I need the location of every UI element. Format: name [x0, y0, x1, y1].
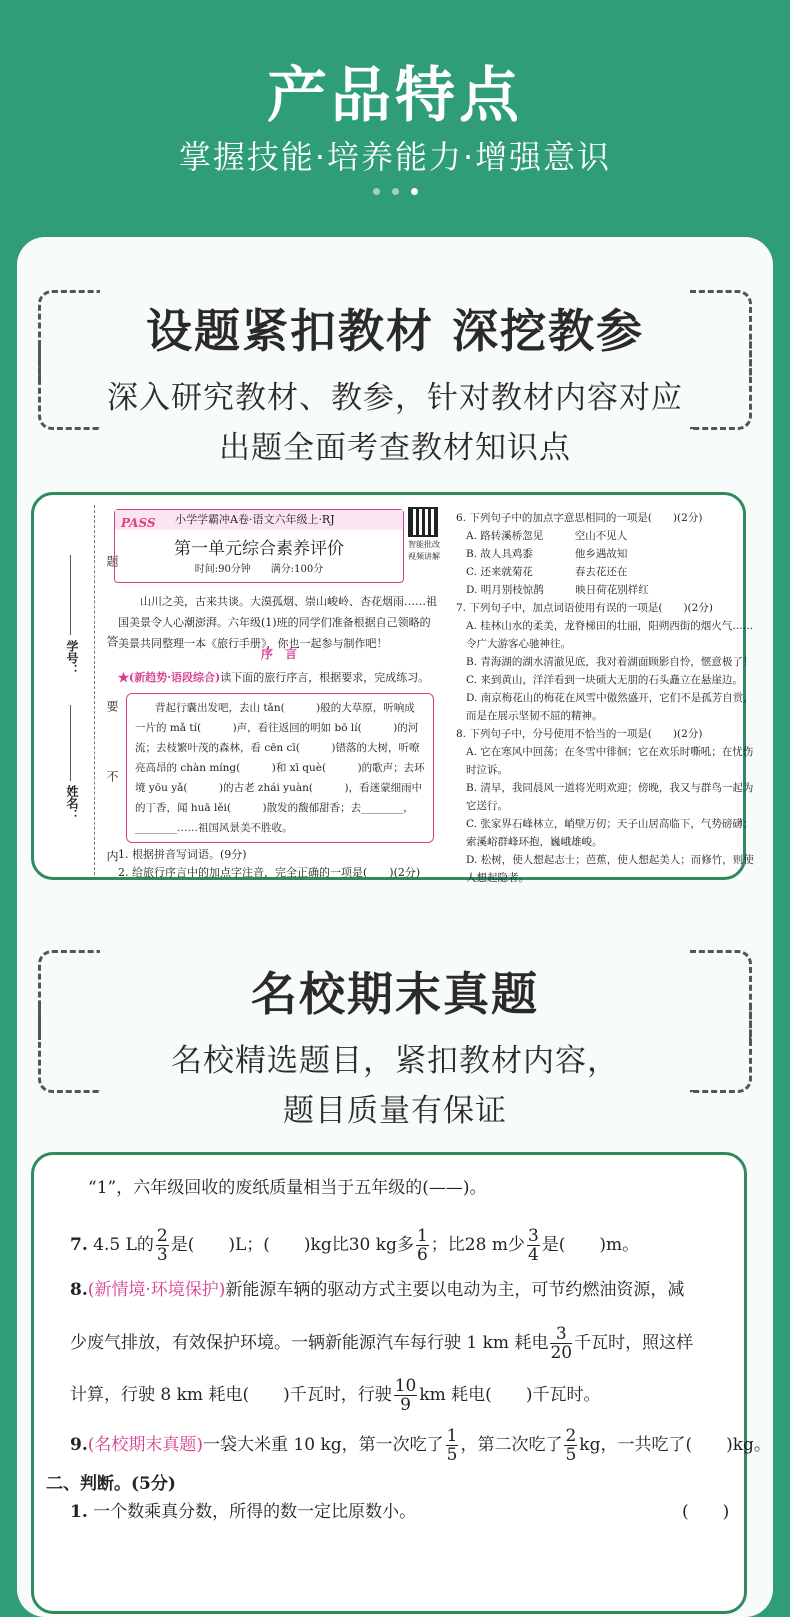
- question-8-line2: [70, 1325, 693, 1362]
- task-instruction: [118, 671, 448, 685]
- student-id-line: [70, 555, 71, 635]
- question-1: 1. 根据拼音写词语。(9分): [118, 848, 247, 861]
- option-line: D. 松树，使人想起志士；芭蕉，使人想起美人；而修竹，则使人想起隐者。: [466, 854, 754, 884]
- carousel-dot-active[interactable]: [411, 188, 418, 195]
- option-line: C. 来到黄山，洋洋看到一块硕大无朋的石头矗立在悬崖边。: [466, 674, 743, 686]
- margin-label: 答: [105, 635, 119, 647]
- numerator: 3: [527, 1226, 539, 1246]
- section2-line2: 题目质量有保证: [283, 1093, 507, 1129]
- text-segment: 新能源车辆的驱动方式主要以电动为主，可节约燃油资源，减: [225, 1280, 685, 1300]
- question-8: 8. 下列句子中，分号使用不恰当的一项是( )(2分): [456, 728, 703, 740]
- denominator: 3: [156, 1245, 168, 1265]
- option-line: B. 青海湖的湖水清澈见底，我对着湖面顾影自怜，惬意极了！: [466, 656, 754, 668]
- judge-question-1: [70, 1501, 416, 1523]
- question-badge: (新情境·环境保护): [87, 1280, 226, 1300]
- question-badge: (名校期末真题): [87, 1435, 204, 1455]
- question-number: 8.: [70, 1280, 88, 1300]
- text-segment: 一袋大米重 10 kg，第一次吃了: [203, 1435, 444, 1455]
- preface-title: 序 言: [260, 647, 297, 661]
- option-line: C. 还来就菊花 春去花还在: [466, 566, 628, 578]
- section1-title: 设题紧扣教材 深挖教参: [145, 304, 644, 358]
- fraction: [156, 1227, 169, 1264]
- denominator: 4: [527, 1245, 539, 1265]
- numerator: 2: [156, 1226, 168, 1246]
- fraction: [550, 1325, 572, 1362]
- fraction: [416, 1227, 429, 1264]
- text-segment: 计算，行驶 8 km 耗电( )千瓦时，行驶: [70, 1385, 392, 1405]
- question-number: 9.: [70, 1435, 88, 1455]
- option-line: A. 路转溪桥忽见 空山不见人: [466, 530, 628, 542]
- question-9: [70, 1427, 771, 1464]
- task-badge: ★(新趋势·语段综合): [118, 671, 221, 684]
- option-line: D. 南京梅花山的梅花在风雪中傲然盛开，它们不是孤芳自赏，而是在展示坚韧不屈的精神。: [466, 692, 754, 722]
- answer-blank: ( ): [682, 1502, 730, 1522]
- numerator: 10: [394, 1376, 417, 1396]
- cut-line: [94, 505, 95, 875]
- part2-heading: 二、判断。(5分): [46, 1474, 176, 1494]
- option-line: A. 桂林山水的柔美，龙脊梯田的壮丽，阳朔西街的烟火气……令广大游客心驰神往。: [466, 620, 754, 650]
- pass-logo: PASS: [121, 516, 156, 530]
- numerator: 3: [550, 1325, 572, 1344]
- question-2: 2. 给旅行序言中的加点字注音，完全正确的一项是( )(2分): [118, 866, 421, 879]
- question-number: 1.: [70, 1502, 88, 1522]
- student-id-field: 学号：: [65, 640, 79, 676]
- carousel-dots[interactable]: [0, 188, 790, 195]
- option-line: C. 张家界石峰林立，峭壁万仞；天子山居高临下，气势磅礴；索溪峪群峰环抱，巍峨雄峻。: [466, 818, 754, 848]
- text-segment: ；比28 m少: [430, 1235, 525, 1255]
- denominator: 5: [446, 1445, 458, 1465]
- fraction: [527, 1227, 540, 1264]
- text-segment: km 耗电( )千瓦时。: [419, 1385, 601, 1405]
- carousel-dot[interactable]: [392, 188, 399, 195]
- question-7: [70, 1227, 639, 1264]
- margin-label: 题: [105, 555, 119, 567]
- text-segment: 千瓦时，照这样: [574, 1333, 694, 1353]
- text-segment: 少废气排放，有效保护环境。一辆新能源汽车每行驶 1 km 耗电: [70, 1333, 549, 1353]
- exam-sample-2: [31, 1152, 771, 1614]
- denominator: 9: [400, 1395, 411, 1415]
- denominator: 6: [416, 1245, 428, 1265]
- margin-label: 内: [105, 850, 119, 862]
- option-line: A. 它在寒风中回荡；在冬雪中徘徊；它在欢乐时嘶吼；在忧伤时泣诉。: [466, 746, 754, 776]
- qr-caption: 智能批改 视频讲解: [408, 540, 440, 561]
- denominator: 20: [550, 1343, 573, 1363]
- exam-title: 第一单元综合素养评价: [174, 539, 344, 559]
- text-segment: 一个数乘真分数，所得的数一定比原数小。: [93, 1502, 417, 1522]
- header-band: [115, 510, 403, 530]
- fraction: [446, 1427, 459, 1464]
- numerator: 1: [416, 1226, 428, 1246]
- question-7: 7. 下列句子中，加点词语使用有误的一项是( )(2分): [456, 602, 713, 614]
- series-name: 小学学霸冲A卷·语文六年级上·RJ: [175, 513, 335, 526]
- hero-subtitle: 掌握技能·培养能力·增强意识: [178, 138, 612, 176]
- binding-margin: [34, 495, 119, 877]
- option-line: B. 清早，我同晨风一道将光明欢迎；傍晚，我又与群鸟一起为它送行。: [466, 782, 754, 812]
- student-name-line: [70, 705, 71, 781]
- section2-title: 名校期末真题: [251, 967, 539, 1021]
- question-8-line3: [70, 1377, 600, 1414]
- text-segment: 4.5 L的: [87, 1235, 154, 1255]
- question-6: 6. 下列句子中的加点字意思相同的一项是( )(2分): [456, 512, 703, 524]
- preface-passage: 背起行囊出发吧，去山 tǎn( )般的大草原，听响成一片的 mǎ tí( )声，看往返回的明如 bō lí( )的河流；去枝繁叶茂的森林，看 cēn cī( )错落的大树，听嘹亮高昂的 chàn míng( )和 xī què( )的歌声；去环境 yōu yǎ( )的古老 zhái yuàn( )，看迷蒙细雨中的丁香，闻 huā lěi( )散发的馥郁甜香；去________，________……祖国风景美不胜收。: [126, 693, 434, 843]
- carousel-dot[interactable]: [373, 188, 380, 195]
- text-segment: 是( )L；( )kg比30 kg多: [170, 1235, 414, 1255]
- exam-sample-1: [31, 492, 754, 884]
- exam-meta: 时间:90分钟 满分:100分: [194, 564, 324, 575]
- margin-label: 不: [105, 770, 119, 782]
- question-line: “1”，六年级回收的废纸质量相当于五年级的(——)。: [88, 1178, 487, 1198]
- right-column-questions: [456, 509, 756, 887]
- text-segment: kg，一共吃了( )kg。: [579, 1435, 771, 1455]
- question-number: 7.: [70, 1235, 88, 1255]
- exam-header: [114, 509, 404, 583]
- hero-title: 产品特点: [267, 61, 523, 131]
- section2-line1: 名校精选题目，紧扣教材内容，: [171, 1043, 619, 1079]
- numerator: 1: [446, 1426, 458, 1446]
- margin-label: 要: [105, 700, 119, 712]
- text-segment: ，第二次吃了: [460, 1435, 563, 1455]
- exam-intro: 山川之美，古来共谈。大漠孤烟、崇山峻岭、杏花烟雨……祖国美景令人心潮澎湃。六年级(1)班的同学们准备根据自己领略的美景共同整理一本《旅行手册》，你也一起参与制作吧！: [118, 595, 437, 650]
- hero-banner: [0, 0, 790, 235]
- fraction: [564, 1427, 577, 1464]
- section1-line1: 深入研究教材、教参，针对教材内容对应: [107, 380, 683, 416]
- fraction: [394, 1377, 418, 1414]
- numerator: 2: [565, 1426, 577, 1446]
- question-8: [70, 1279, 684, 1301]
- option-line: D. 明月别枝惊鹊 映日荷花别样红: [466, 584, 649, 596]
- task-text: 读下面的旅行序言，根据要求，完成练习。: [220, 671, 430, 684]
- denominator: 5: [565, 1445, 577, 1465]
- qr-code-icon: [408, 507, 438, 537]
- student-name-field: 姓名：: [65, 785, 79, 821]
- section1-line2: 出题全面考查教材知识点: [219, 430, 571, 466]
- text-segment: 是( )m。: [541, 1235, 640, 1255]
- option-line: B. 故人具鸡黍 他乡遇故知: [466, 548, 628, 560]
